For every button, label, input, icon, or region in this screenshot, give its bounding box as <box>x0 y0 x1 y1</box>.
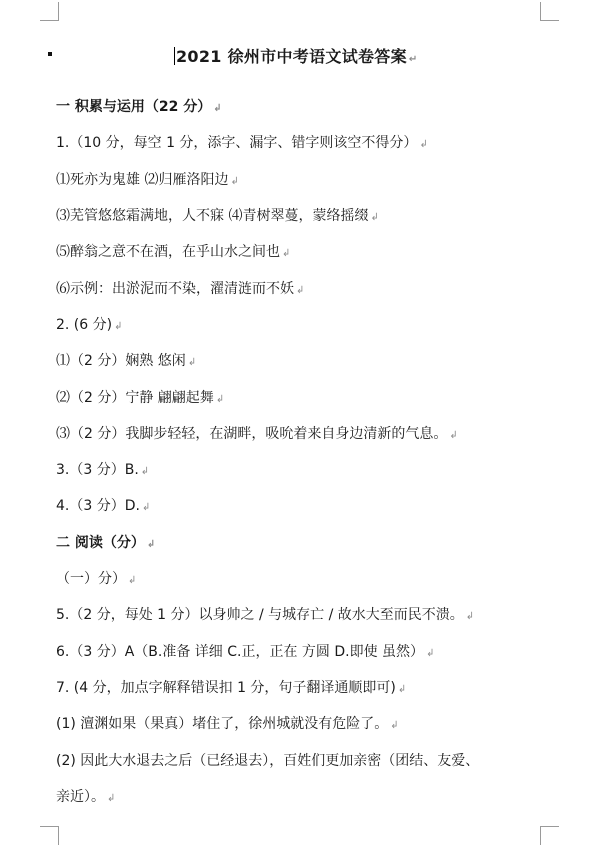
answer-q2-3 <box>56 425 458 445</box>
title-text: 2021 徐州市中考语文试卷答案 <box>176 47 407 66</box>
q1-1-text: ⑴死亦为鬼雄 ⑵归雁洛阳边 <box>56 172 229 188</box>
paragraph-mark-icon: ↲ <box>296 285 305 296</box>
q2-2-text: ⑵（2 分）宁静 翩翩起舞 <box>56 390 214 406</box>
paragraph-mark-icon: ↲ <box>140 466 150 477</box>
paragraph-mark-icon: ↲ <box>390 720 399 731</box>
q1-6-text: ⑹示例：出淤泥而不染，濯清涟而不妖 <box>56 281 294 297</box>
q3-text: 3.（3 分）B. <box>56 462 139 478</box>
sub1-text: （一）分） <box>56 571 126 587</box>
q1-text: 1.（10 分，每空 1 分，添字、漏字、错字则该空不得分） <box>56 135 418 151</box>
paragraph-mark-icon: ↲ <box>141 502 151 513</box>
q2-1-text: ⑴（2 分）娴熟 悠闲 <box>56 353 186 369</box>
list-bullet <box>48 52 52 56</box>
q7-text: 7. (4 分，加点字解释错误扣 1 分，句子翻译通顺即可) <box>56 680 396 696</box>
paragraph-mark-icon: ↲ <box>107 793 116 804</box>
q1-3-text: ⑶芜管悠悠霜满地，人不寐 ⑷青树翠蔓，蒙络摇缀 <box>56 208 369 224</box>
answer-q2-1 <box>56 352 196 372</box>
q2-text: 2. (6 分) <box>56 317 113 333</box>
answer-q1-6 <box>56 280 304 300</box>
answer-q1-1 <box>56 171 239 191</box>
crop-mark-bottom-left <box>40 826 59 845</box>
section-heading-1 <box>56 98 222 118</box>
paragraph-mark-icon: ↲ <box>419 139 428 150</box>
q2-3-text: ⑶（2 分）我脚步轻轻，在湖畔，吸吮着来自身边清新的气息。 <box>56 426 448 442</box>
q4-text: 4.（3 分）D. <box>56 498 140 514</box>
paragraph-mark-icon: ↲ <box>128 575 137 586</box>
section-2-text: 二 阅读（分） <box>56 535 145 551</box>
text-cursor <box>174 47 175 65</box>
crop-mark-top-right <box>540 2 559 21</box>
paragraph-mark-icon: ↲ <box>213 103 222 114</box>
answer-q2-2 <box>56 389 224 409</box>
q5-text: 5.（2 分，每处 1 分）以身帅之 / 与城存亡 / 故水大至而民不溃。 <box>56 607 464 623</box>
paragraph-mark-icon: ↲ <box>397 684 407 695</box>
paragraph-mark-icon: ↲ <box>465 611 475 622</box>
answer-q6 <box>56 643 434 663</box>
paragraph-mark-icon: ↲ <box>282 248 291 259</box>
answer-q1-3 <box>56 207 379 227</box>
answer-q7-2 <box>56 752 479 770</box>
answer-q4 <box>56 497 150 517</box>
answer-q2 <box>56 316 122 336</box>
q6-text: 6.（3 分）A（B.准备 详细 C.正，正在 方圆 D.即使 虽然） <box>56 644 425 660</box>
paragraph-mark-icon: ↲ <box>215 394 225 405</box>
answer-q7 <box>56 679 406 699</box>
answer-q1 <box>56 134 428 154</box>
document-title[interactable] <box>174 44 418 67</box>
paragraph-mark-icon: ↲ <box>370 212 379 223</box>
section-heading-2 <box>56 534 155 554</box>
answer-q1-5 <box>56 243 290 263</box>
paragraph-mark-icon: ↲ <box>146 539 156 550</box>
paragraph-mark-icon: ↲ <box>230 176 239 187</box>
paragraph-mark-icon: ↲ <box>449 430 458 441</box>
paragraph-mark-icon: ↲ <box>114 321 123 332</box>
paragraph-mark-icon: ↲ <box>426 648 435 659</box>
answer-q7-1 <box>56 715 399 735</box>
answer-q5 <box>56 606 474 626</box>
subsection-1 <box>56 570 136 590</box>
crop-mark-top-left <box>40 2 59 21</box>
q1-5-text: ⑸醉翁之意不在酒，在乎山水之间也 <box>56 244 280 260</box>
q7-2a-text: (2) 因此大水退去之后（已经退去），百姓们更加亲密（团结、友爱、 <box>56 753 480 769</box>
answer-q7-2-continued <box>56 788 115 808</box>
crop-mark-bottom-right <box>540 826 559 845</box>
answer-q3 <box>56 461 149 481</box>
paragraph-mark-icon: ↵ <box>408 54 418 65</box>
section-1-text: 一 积累与运用（22 分） <box>56 99 212 115</box>
q7-2b-text: 亲近）。 <box>56 789 105 805</box>
q7-1-text: (1) 澶渊如果（果真）堵住了，徐州城就没有危险了。 <box>56 716 389 732</box>
paragraph-mark-icon: ↲ <box>187 357 197 368</box>
